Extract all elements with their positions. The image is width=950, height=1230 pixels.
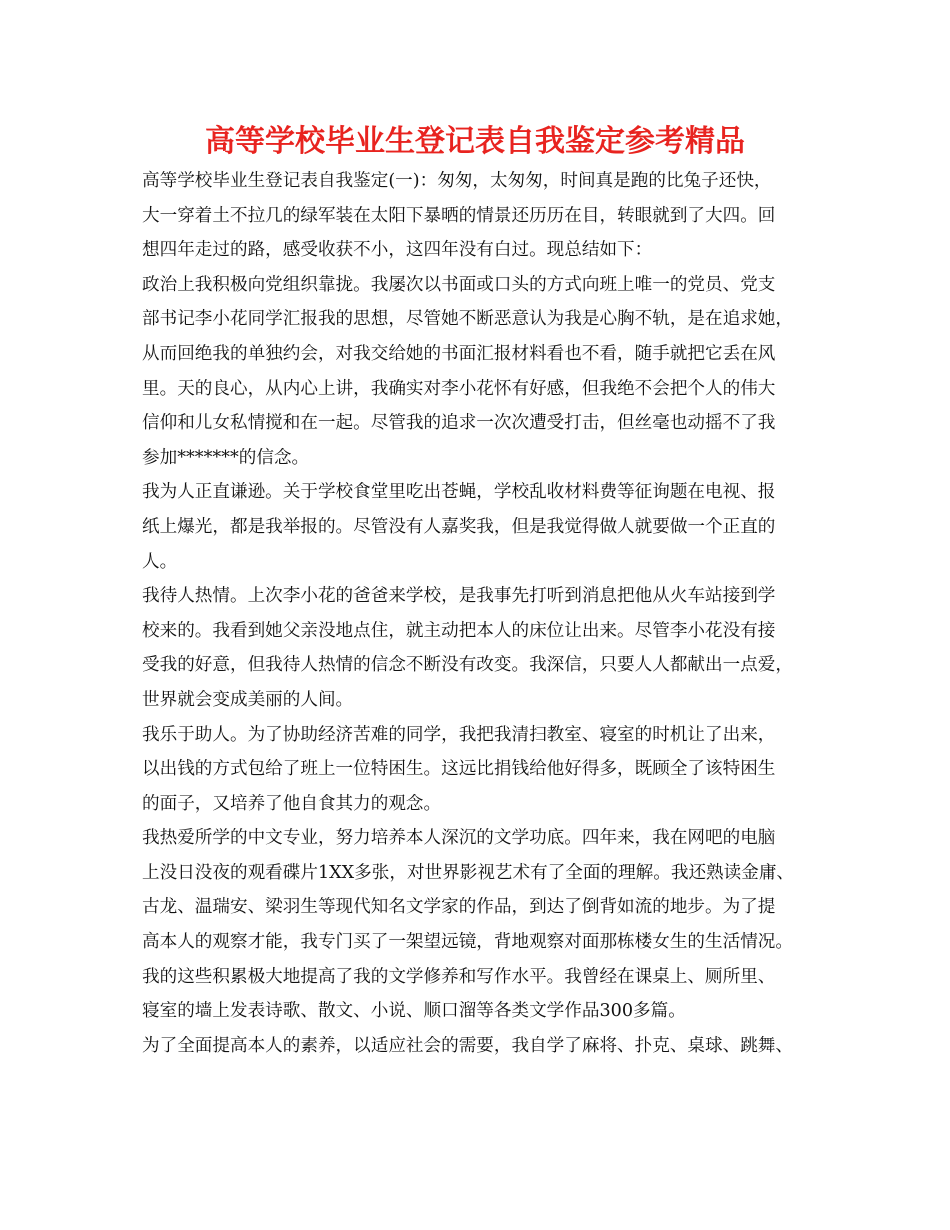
text-line: 部书记李小花同学汇报我的思想，尽管她不断恶意认为我是心胸不轨，是在追求她， [142, 309, 793, 330]
document-body [142, 164, 832, 1063]
text-line: 以出钱的方式包给了班上一位特困生。这远比捐钱给他好得多，既顾全了该特困生 [142, 759, 776, 780]
text-line: 里。天的良心，从内心上讲，我确实对李小花怀有好感，但我绝不会把个人的伟大 [142, 378, 776, 399]
text-line: 从而回绝我的单独约会，对我交给她的书面汇报材料看也不看，随手就把它丢在风 [142, 343, 776, 364]
text-line: 校来的。我看到她父亲没地点住，就主动把本人的床位让出来。尽管李小花没有接 [142, 620, 776, 641]
text-line: 寝室的墙上发表诗歌、散文、小说、顺口溜等各类文学作品300多篇。 [142, 1001, 686, 1022]
text-line: 人。 [142, 551, 178, 572]
text-line: 我乐于助人。为了协助经济苦难的同学，我把我清扫教室、寝室的时机让了出来， [142, 724, 776, 745]
text-line: 上没日没夜的观看碟片1XX多张，对世界影视艺术有了全面的理解。我还熟读金庸、 [142, 862, 795, 883]
text-line: 我热爱所学的中文专业，努力培养本人深沉的文学功底。四年来，我在网吧的电脑 [142, 828, 776, 849]
text-line: 大一穿着土不拉几的绿军装在太阳下暴晒的情景还历历在目，转眼就到了大四。回 [142, 205, 776, 226]
text-line: 信仰和儿女私情搅和在一起。尽管我的追求一次次遭受打击，但丝毫也动摇不了我 [142, 413, 776, 434]
document-title: 高等学校毕业生登记表自我鉴定参考精品 [205, 124, 745, 159]
text-line: 受我的好意，但我待人热情的信念不断没有改变。我深信，只要人人都献出一点爱， [142, 655, 793, 676]
text-line: 高等学校毕业生登记表自我鉴定(一)：匆匆，太匆匆，时间真是跑的比兔子还快， [142, 171, 772, 191]
text-line: 的面子，又培养了他自食其力的观念。 [142, 793, 442, 814]
text-line: 为了全面提高本人的素养，以适应社会的需要，我自学了麻将、扑克、桌球、跳舞、 [142, 1035, 793, 1056]
text-line: 古龙、温瑞安、梁羽生等现代知名文学家的作品，到达了倒背如流的地步。为了提 [142, 897, 776, 918]
text-line: 参加*******的信念。 [142, 447, 310, 468]
text-line: 纸上爆光，都是我举报的。尽管没有人嘉奖我，但是我觉得做人就要做一个正直的 [142, 516, 776, 537]
text-line: 高本人的观察才能，我专门买了一架望远镜，背地观察对面那栋楼女生的生活情况。 [142, 932, 793, 953]
text-line: 我为人正直谦逊。关于学校食堂里吃出苍蝇，学校乱收材料费等征询题在电视、报 [142, 482, 776, 503]
text-line: 想四年走过的路，感受收获不小，这四年没有白过。现总结如下： [142, 240, 653, 261]
text-line: 我待人热情。上次李小花的爸爸来学校，是我事先打听到消息把他从火车站接到学 [142, 586, 776, 607]
text-line: 我的这些积累极大地提高了我的文学修养和写作水平。我曾经在课桌上、厕所里、 [142, 966, 776, 987]
text-line: 世界就会变成美丽的人间。 [142, 689, 354, 710]
text-line: 政治上我积极向党组织靠拢。我屡次以书面或口头的方式向班上唯一的党员、党支 [142, 274, 776, 295]
